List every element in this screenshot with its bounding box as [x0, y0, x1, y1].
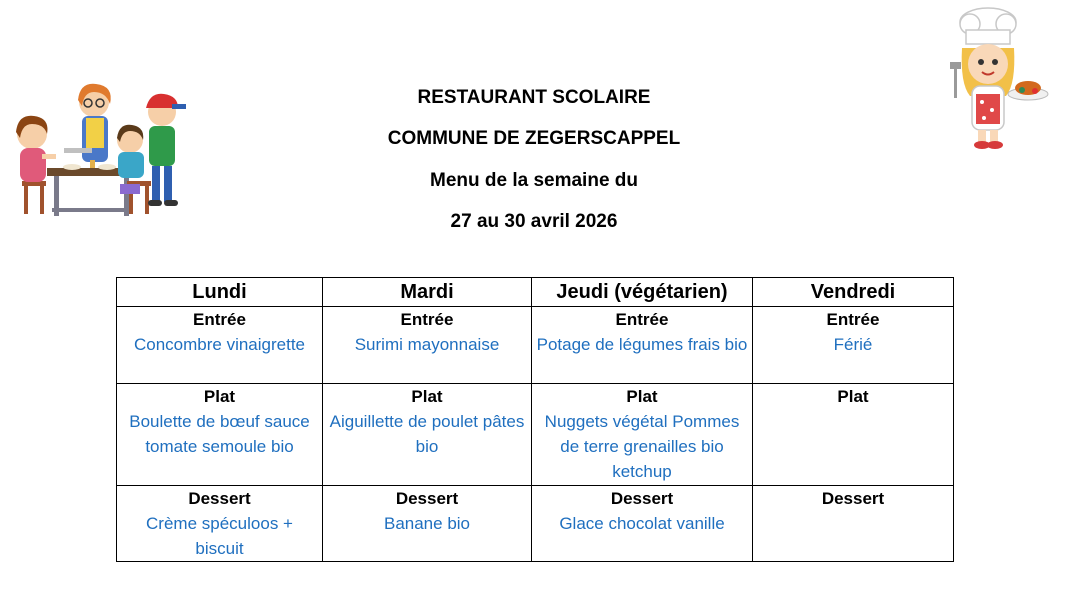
menu-cell	[323, 384, 532, 486]
dish-text: Aiguillette de poulet pâtes bio	[329, 412, 525, 456]
course-label: Plat	[837, 387, 869, 406]
course-label: Plat	[411, 387, 443, 406]
menu-cell	[753, 384, 954, 486]
dish-text: Surimi mayonnaise	[354, 335, 500, 354]
course-label: Dessert	[821, 489, 885, 508]
menu-cell	[753, 307, 954, 384]
menu-cell	[753, 486, 954, 562]
course-label: Dessert	[395, 489, 459, 508]
dish-text: Potage de légumes frais bio	[536, 335, 748, 354]
day-header-jeudi: Jeudi (végétarien)	[532, 278, 753, 307]
course-label: Entrée	[826, 310, 880, 329]
course-label: Plat	[203, 387, 236, 406]
dish-text: Banane bio	[383, 514, 471, 533]
title-commune: COMMUNE DE ZEGERSCAPPEL	[387, 128, 681, 149]
menu-cell	[532, 307, 753, 384]
day-header-lundi: Lundi	[117, 278, 323, 307]
menu-cell	[117, 384, 323, 486]
children-eating-illustration	[2, 76, 190, 222]
title-week-dates: 27 au 30 avril 2026	[450, 211, 618, 232]
menu-cell	[117, 486, 323, 562]
dish-text: Crème spéculoos + biscuit	[146, 514, 293, 558]
dish-text: Nuggets végétal Pommes de terre grenailles bio ketchup	[544, 412, 740, 481]
course-label: Dessert	[610, 489, 674, 508]
menu-cell	[323, 486, 532, 562]
day-header-vendredi: Vendredi	[753, 278, 954, 307]
dish-text: Boulette de bœuf sauce tomate semoule bio	[129, 412, 310, 456]
entree-row	[117, 307, 954, 384]
dish-text: Concombre vinaigrette	[133, 335, 306, 354]
menu-cell	[117, 307, 323, 384]
title-restaurant: RESTAURANT SCOLAIRE	[417, 87, 651, 108]
course-label: Dessert	[188, 489, 251, 508]
plat-row	[117, 384, 954, 486]
menu-cell	[532, 384, 753, 486]
menu-cell	[532, 486, 753, 562]
dish-text: Glace chocolat vanille	[559, 514, 725, 533]
course-label: Entrée	[615, 310, 669, 329]
weekly-menu-table	[116, 277, 954, 562]
course-label: Entrée	[400, 310, 454, 329]
dessert-row	[117, 486, 954, 562]
course-label: Plat	[626, 387, 658, 406]
chef-girl-illustration	[940, 4, 1052, 152]
day-header-row	[117, 278, 954, 307]
title-week-label: Menu de la semaine du	[430, 170, 638, 191]
menu-cell	[323, 307, 532, 384]
dish-text: Férié	[833, 335, 873, 354]
course-label: Entrée	[193, 310, 246, 329]
day-header-mardi: Mardi	[323, 278, 532, 307]
